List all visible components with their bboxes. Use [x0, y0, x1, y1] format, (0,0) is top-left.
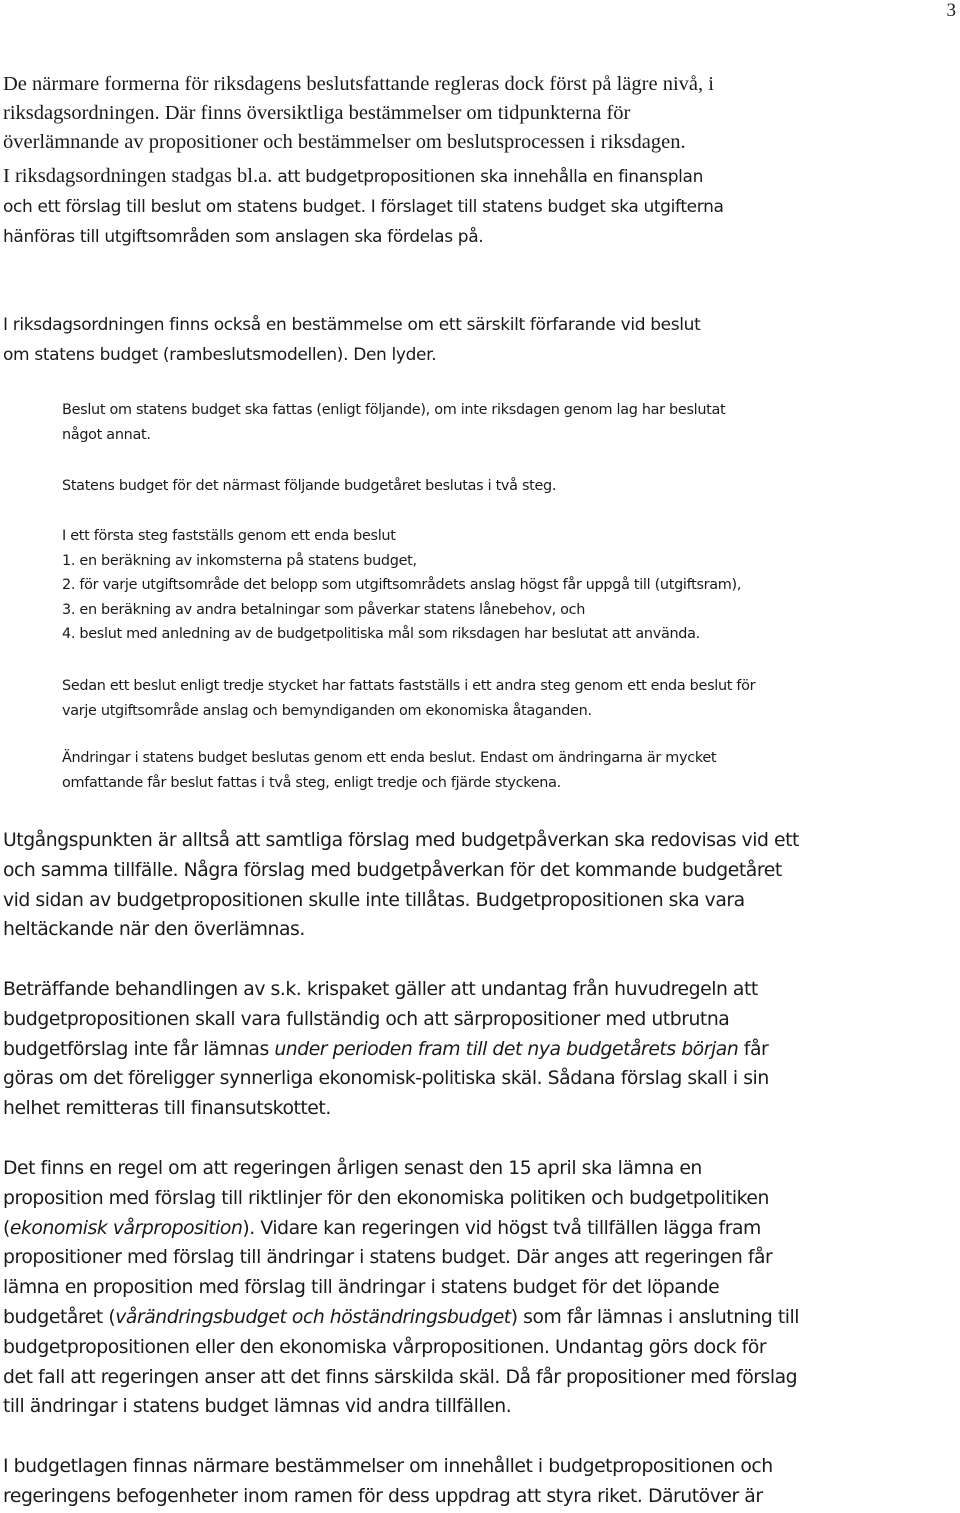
- text-line: överlämnande av propositioner och bestämmelser om beslutsprocessen i riksdagen.: [3, 131, 686, 153]
- text-fragment: (: [3, 1217, 10, 1239]
- text-fragment: budgetförslag inte får lämnas: [3, 1038, 275, 1060]
- text-line: Utgångspunkten är alltså att samtliga förslag med budgetpåverkan ska redovisas vid ett: [3, 830, 799, 851]
- text-fragment: att budgetpropositionen ska innehålla en finansplan: [272, 167, 703, 187]
- paragraph-krispaket: [3, 975, 957, 1124]
- text-line: något annat.: [62, 426, 151, 443]
- text-line: till ändringar i statens budget lämnas vid andra tillfällen.: [3, 1396, 512, 1418]
- text-line: helhet remitteras till finansutskottet.: [3, 1098, 331, 1120]
- text-line: Ändringar i statens budget beslutas genom ett enda beslut. Endast om ändringarna är mycket: [62, 750, 717, 766]
- text-line: vid sidan av budgetpropositionen skulle inte tillåtas. Budgetpropositionen ska vara: [3, 889, 745, 911]
- text-line: Beträffande behandlingen av s.k. krispaket gäller att undantag från huvudregeln att: [3, 979, 758, 1000]
- text-line: göras om det föreligger synnerliga ekonomisk-politiska skäl. Sådana förslag skall i sin: [3, 1068, 769, 1090]
- text-line: hänföras till utgiftsområden som anslagen ska fördelas på.: [3, 227, 484, 247]
- text-fragment: ) som får lämnas i anslutning till: [510, 1306, 800, 1328]
- text-line: lämna en proposition med förslag till ändringar i statens budget för det löpande: [3, 1277, 720, 1299]
- text-line: riksdagsordningen. Där finns översiktliga bestämmelser om tidpunkterna för: [3, 102, 631, 124]
- italic-text: ekonomisk vårproposition: [9, 1217, 243, 1239]
- text-line: heltäckande när den överlämnas.: [3, 919, 305, 941]
- text-line: I budgetlagen finnas närmare bestämmelser om innehållet i budgetpropositionen och: [3, 1456, 773, 1477]
- text-fragment: budgetåret (: [3, 1306, 116, 1328]
- paragraph-budgetlagen: [3, 1452, 957, 1512]
- quote-paragraph-2: [62, 474, 556, 499]
- text-line: De närmare formerna för riksdagens beslutsfattande regleras dock först på lägre nivå, i: [3, 73, 714, 95]
- text-line: och samma tillfälle. Några förslag med budgetpåverkan för det kommande budgetåret: [3, 859, 782, 881]
- text-fragment: ). Vidare kan regeringen vid högst två tillfällen lägga fram: [242, 1217, 761, 1239]
- quote-paragraph-3: [62, 524, 741, 647]
- quote-paragraph-4: [62, 674, 755, 723]
- paragraph-budgetproposition: [3, 162, 957, 252]
- text-line: Beslut om statens budget ska fattas (enligt följande), om inte riksdagen genom lag har beslutat: [62, 402, 726, 418]
- text-line: det fall att regeringen anser att det finns särskilda skäl. Då får propositioner med förslag: [3, 1366, 798, 1388]
- page-number: 3: [946, 0, 956, 21]
- text-line: proposition med förslag till riktlinjer för den ekonomiska politiken och budgetpolitiken: [3, 1187, 769, 1209]
- italic-text: vårändringsbudget och höständringsbudget: [115, 1306, 511, 1328]
- list-item: 2. för varje utgiftsområde det belopp som utgiftsområdets anslag högst får uppgå till (utgiftsram),: [62, 577, 742, 593]
- text-line: varje utgiftsområde anslag och bemyndiganden om ekonomiska åtaganden.: [62, 702, 592, 719]
- italic-text: under perioden fram till det nya budgetårets början: [274, 1038, 739, 1060]
- list-item: 4. beslut med anledning av de budgetpolitiska mål som riksdagen har beslutat att använda.: [62, 626, 700, 642]
- text-line: budgetpropositionen eller den ekonomiska vårpropositionen. Undantag görs dock för: [3, 1336, 767, 1358]
- paragraph-rambeslut: [3, 310, 957, 370]
- text-line: I ett första steg fastställs genom ett enda beslut: [62, 528, 396, 544]
- quote-paragraph-1: [62, 398, 725, 447]
- text-line: omfattande får beslut fattas i två steg, enligt tredje och fjärde styckena.: [62, 774, 561, 791]
- paragraph-intro: [3, 70, 957, 157]
- list-item: 3. en beräkning av andra betalningar som påverkar statens lånebehov, och: [62, 601, 586, 618]
- text-fragment: får: [738, 1038, 769, 1060]
- list-item: 1. en beräkning av inkomsterna på statens budget,: [62, 552, 417, 569]
- text-line: I riksdagsordningen finns också en bestämmelse om ett särskilt förfarande vid beslut: [3, 315, 701, 335]
- text-line: regeringens befogenheter inom ramen för dess uppdrag att styra riket. Därutöver är: [3, 1485, 763, 1507]
- text-line: propositioner med förslag till ändringar i statens budget. Där anges att regeringen får: [3, 1247, 773, 1269]
- paragraph-varproposition: [3, 1154, 957, 1422]
- text-line: och ett förslag till beslut om statens budget. I förslaget till statens budget ska utgifterna: [3, 197, 724, 217]
- text-line: om statens budget (rambeslutsmodellen). Den lyder.: [3, 345, 437, 365]
- text-fragment: I riksdagsordningen stadgas bl.a.: [3, 165, 273, 187]
- text-line: budgetpropositionen skall vara fullständig och att särpropositioner med utbrutna: [3, 1008, 730, 1030]
- quote-paragraph-5: [62, 746, 716, 795]
- text-line: Sedan ett beslut enligt tredje stycket har fattats fastställs i ett andra steg genom ett enda beslut för: [62, 678, 756, 694]
- text-line: Statens budget för det närmast följande budgetåret beslutas i två steg.: [62, 478, 557, 494]
- text-line: Det finns en regel om att regeringen årligen senast den 15 april ska lämna en: [3, 1158, 702, 1179]
- paragraph-utgangspunkt: [3, 826, 957, 945]
